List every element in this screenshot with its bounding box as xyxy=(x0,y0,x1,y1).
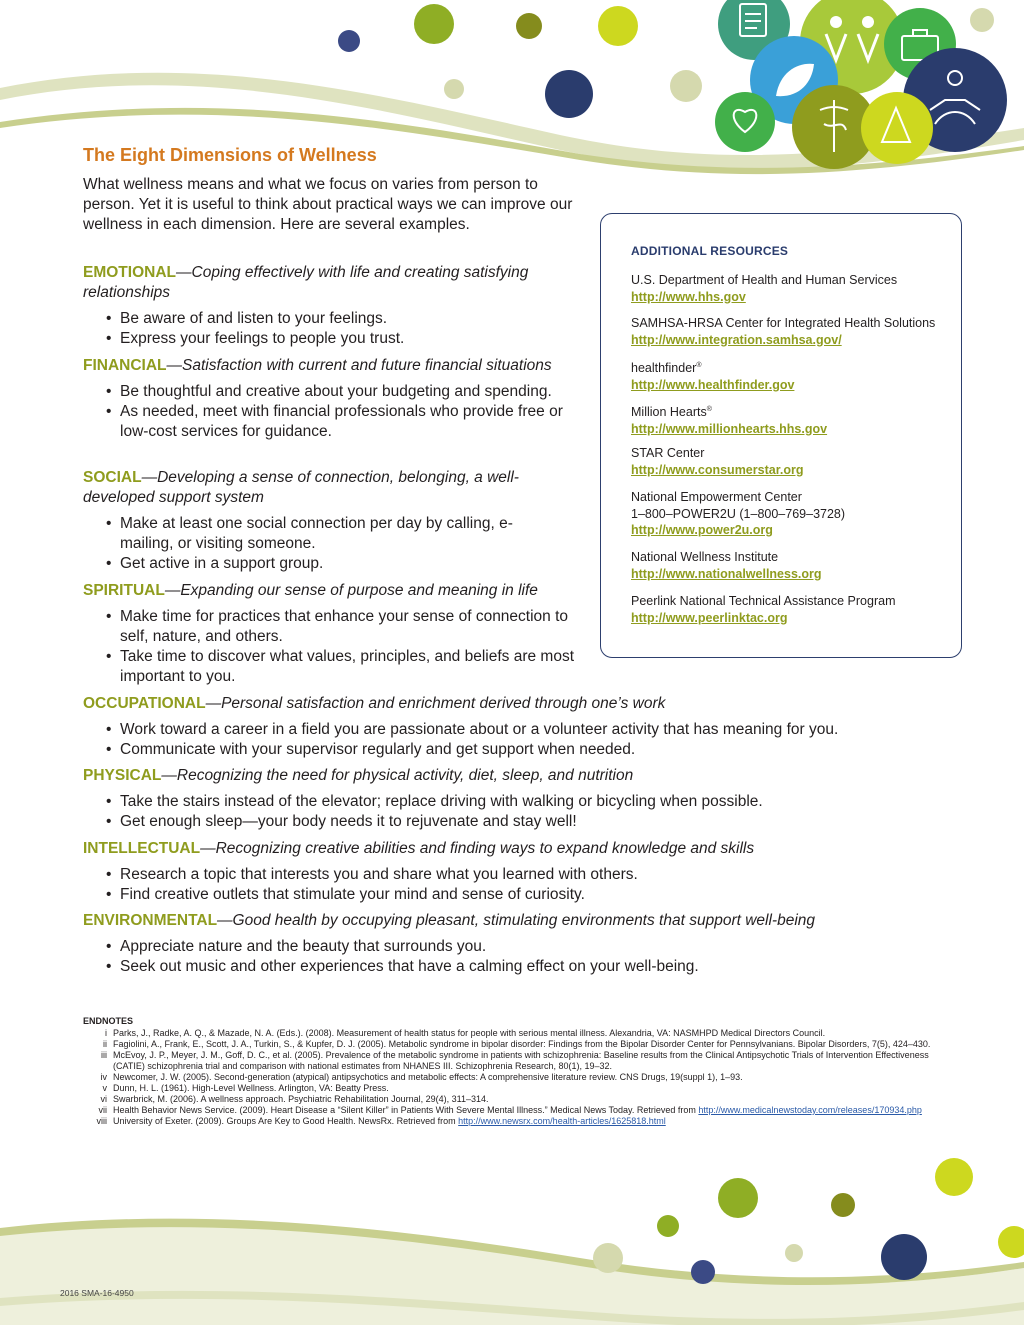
resource-item xyxy=(631,358,956,393)
endnotes xyxy=(83,1016,963,1127)
dimension-name: EMOTIONAL xyxy=(83,264,176,281)
dimension-financial xyxy=(83,356,583,442)
list-item: • Communicate with your supervisor regularly and get support when needed. xyxy=(120,740,943,760)
dimension-name: PHYSICAL xyxy=(83,767,162,784)
endnote-text: Dunn, H. L. (1961). High-Level Wellness. Arlington, VA: Beatty Press. xyxy=(113,1083,389,1093)
endnote-text: University of Exeter. (2009). Groups Are Key to Good Health. NewsRx. Retrieved from xyxy=(113,1116,459,1126)
resource-link[interactable]: http://www.integration.samhsa.gov/ xyxy=(631,332,842,347)
endnote xyxy=(83,1105,963,1116)
circle xyxy=(598,6,638,46)
resource-name: Peerlink National Technical Assistance Program xyxy=(631,594,896,608)
endnote-link[interactable]: http://www.newsrx.com/health-articles/1625818.html xyxy=(458,1116,666,1126)
list-item: • Get active in a support group. xyxy=(120,554,520,574)
dimension-social xyxy=(83,468,543,574)
resource-name: Million Hearts xyxy=(631,405,707,420)
circle xyxy=(970,8,994,32)
publication-code: 2016 SMA-16-4950 xyxy=(60,1288,134,1298)
dimension-spiritual xyxy=(83,581,583,687)
dimension-name: ENVIRONMENTAL xyxy=(83,912,218,929)
list-item: • Work toward a career in a field you are passionate about or a volunteer activity that has meaning for you. xyxy=(120,720,943,740)
registered-mark: ® xyxy=(696,362,702,369)
circle xyxy=(935,1158,973,1196)
heart-hand-icon xyxy=(715,92,775,152)
dimension-description: —Satisfaction with current and future financial situations xyxy=(166,357,552,374)
dimension-occupational xyxy=(83,694,943,760)
resource-link[interactable]: http://www.peerlinktac.org xyxy=(631,610,788,625)
resource-item xyxy=(631,315,956,348)
resource-link[interactable]: http://www.healthfinder.gov xyxy=(631,377,795,392)
endnotes-heading: ENDNOTES xyxy=(83,1016,134,1026)
endnote-number: iv xyxy=(100,1072,107,1082)
dimension-emotional xyxy=(83,263,583,349)
resource-item xyxy=(631,272,956,305)
dimension-intellectual xyxy=(83,839,943,905)
dimension-name: OCCUPATIONAL xyxy=(83,695,206,712)
endnote-text: Health Behavior News Service. (2009). Heart Disease a “Silent Killer” in Patients With Severe Mental Illness.” Medical News Today. Retrieved from xyxy=(113,1105,699,1115)
resource-name: STAR Center xyxy=(631,446,705,460)
resource-item xyxy=(631,549,956,582)
endnote-text: Parks, J., Radke, A. Q., & Mazade, N. A. (Eds.). (2008). Measurement of health status for people with serious mental illness. Alexandria, VA: NASMHPD Medical Directors Council. xyxy=(113,1028,826,1038)
circle xyxy=(718,1178,758,1218)
list-item: • Take the stairs instead of the elevator; replace driving with walking or bicycling when possible. xyxy=(120,792,943,812)
endnote xyxy=(83,1116,963,1127)
resource-link[interactable]: http://www.millionhearts.hhs.gov xyxy=(631,421,828,436)
endnote-text: Fagiolini, A., Frank, E., Scott, J. A., Turkin, S., & Kupfer, D. J. (2005). Metabolic syndrome in bipolar disorder: Findings from the Bipolar Disorder Center for Pennsylvanians. Bipolar Disorders, 7(5), 424–430. xyxy=(113,1039,931,1049)
list-item: • Research a topic that interests you and share what you learned with others. xyxy=(120,865,943,885)
dimension-description: —Personal satisfaction and enrichment derived through one’s work xyxy=(205,695,666,712)
list-item: • Be aware of and listen to your feelings. xyxy=(120,309,583,329)
resource-item xyxy=(631,402,956,437)
endnote-link[interactable]: http://www.medicalnewstoday.com/releases/170934.php xyxy=(698,1105,922,1115)
endnote-text: McEvoy, J. P., Meyer, J. M., Goff, D. C., et al. (2005). Prevalence of the metabolic syndrome in patients with schizophrenia: Baseline results from the Clinical Antipsychotic Trials of Intervention Effectiveness (CATIE) schizophrenia trial and comparison with national estimates from NHANES III. Schizophrenia Research, 80(1), 19–32. xyxy=(113,1050,929,1071)
book-icon xyxy=(861,92,933,164)
endnote-number: i xyxy=(105,1028,107,1038)
list-item: • Express your feelings to people you trust. xyxy=(120,329,583,349)
circle xyxy=(831,1193,855,1217)
resource-link[interactable]: http://www.power2u.org xyxy=(631,523,773,537)
endnote-number: v xyxy=(102,1083,107,1093)
resources-heading: ADDITIONAL RESOURCES xyxy=(631,244,789,258)
resource-item xyxy=(631,489,956,539)
endnote-number: iii xyxy=(101,1050,107,1060)
resource-item xyxy=(631,445,956,478)
endnote xyxy=(83,1050,963,1072)
list-item: • Appreciate nature and the beauty that surrounds you. xyxy=(120,937,943,957)
circle xyxy=(785,1244,803,1262)
circle xyxy=(545,70,593,118)
resource-name: National Empowerment Center xyxy=(631,490,802,504)
list-item: • Seek out music and other experiences that have a calming effect on your well-being. xyxy=(120,957,943,977)
dimension-physical xyxy=(83,766,943,832)
dimension-description: —Expanding our sense of purpose and meaning in life xyxy=(164,582,538,599)
endnote-number: ii xyxy=(103,1039,107,1049)
circle xyxy=(338,30,360,52)
dimension-name: FINANCIAL xyxy=(83,357,167,374)
endnote xyxy=(83,1094,963,1105)
resource-name: U.S. Department of Health and Human Services xyxy=(631,273,898,287)
circle xyxy=(516,13,542,39)
list-item: • Get enough sleep—your body needs it to rejuvenate and stay well! xyxy=(120,812,943,832)
list-item: • Make at least one social connection per day by calling, e-mailing, or visiting someone. xyxy=(120,514,520,554)
endnote-number: vii xyxy=(98,1105,107,1115)
endnote-number: viii xyxy=(96,1116,107,1126)
resource-link[interactable]: http://www.hhs.gov xyxy=(631,289,746,304)
resource-name: SAMHSA-HRSA Center for Integrated Health Solutions xyxy=(631,316,936,330)
endnote xyxy=(83,1083,963,1094)
endnote xyxy=(83,1072,963,1083)
endnote-number: vi xyxy=(100,1094,107,1104)
resource-link[interactable]: http://www.consumerstar.org xyxy=(631,462,804,477)
endnote xyxy=(83,1028,963,1039)
resource-name: healthfinder xyxy=(631,361,697,376)
resource-name: National Wellness Institute xyxy=(631,550,779,564)
dimension-description: —Developing a sense of connection, belonging, a well-developed support system xyxy=(83,469,519,506)
endnote-text: Newcomer, J. W. (2005). Second-generation (atypical) antipsychotics and metabolic effects: A comprehensive literature review. CNS Drugs, 19(suppl 1), 1–93. xyxy=(113,1072,743,1082)
dimension-description: —Recognizing creative abilities and finding ways to expand knowledge and skills xyxy=(200,840,755,857)
resource-item xyxy=(631,593,956,626)
circle xyxy=(670,70,702,102)
dimension-name: SOCIAL xyxy=(83,469,142,486)
list-item: • Make time for practices that enhance your sense of connection to self, nature, and others. xyxy=(120,607,580,647)
circle xyxy=(657,1215,679,1237)
dimension-environmental xyxy=(83,911,943,977)
circle xyxy=(444,79,464,99)
endnote xyxy=(83,1039,963,1050)
list-item: • As needed, meet with financial professionals who provide free or low-cost services for guidance. xyxy=(120,402,570,442)
dimension-description: —Coping effectively with life and creating satisfying relationships xyxy=(83,264,529,301)
dimension-name: SPIRITUAL xyxy=(83,582,165,599)
circle xyxy=(414,4,454,44)
list-item: • Take time to discover what values, principles, and beliefs are most important to you. xyxy=(120,647,580,687)
dimension-name: INTELLECTUAL xyxy=(83,840,201,857)
page-title: The Eight Dimensions of Wellness xyxy=(83,145,377,165)
endnote-text: Swarbrick, M. (2006). A wellness approach. Psychiatric Rehabilitation Journal, 29(4), 311–314. xyxy=(113,1094,489,1104)
resource-link[interactable]: http://www.nationalwellness.org xyxy=(631,566,822,581)
intro-paragraph: What wellness means and what we focus on varies from person to person. Yet it is useful to think about practical ways we can improve our wellness in each dimension. Here are several examples. xyxy=(83,176,573,233)
circle xyxy=(998,1226,1024,1258)
registered-mark: ® xyxy=(706,406,712,413)
circle xyxy=(881,1234,927,1280)
circle xyxy=(593,1243,623,1273)
circle xyxy=(691,1260,715,1284)
dimension-description: —Good health by occupying pleasant, stimulating environments that support well-being xyxy=(217,912,816,929)
dimension-description: —Recognizing the need for physical activity, diet, sleep, and nutrition xyxy=(161,767,634,784)
resource-phone: 1–800–POWER2U (1–800–769–3728) xyxy=(631,506,846,521)
list-item: • Be thoughtful and creative about your budgeting and spending. xyxy=(120,382,570,402)
additional-resources-box xyxy=(600,213,962,658)
list-item: • Find creative outlets that stimulate your mind and sense of curiosity. xyxy=(120,885,943,905)
